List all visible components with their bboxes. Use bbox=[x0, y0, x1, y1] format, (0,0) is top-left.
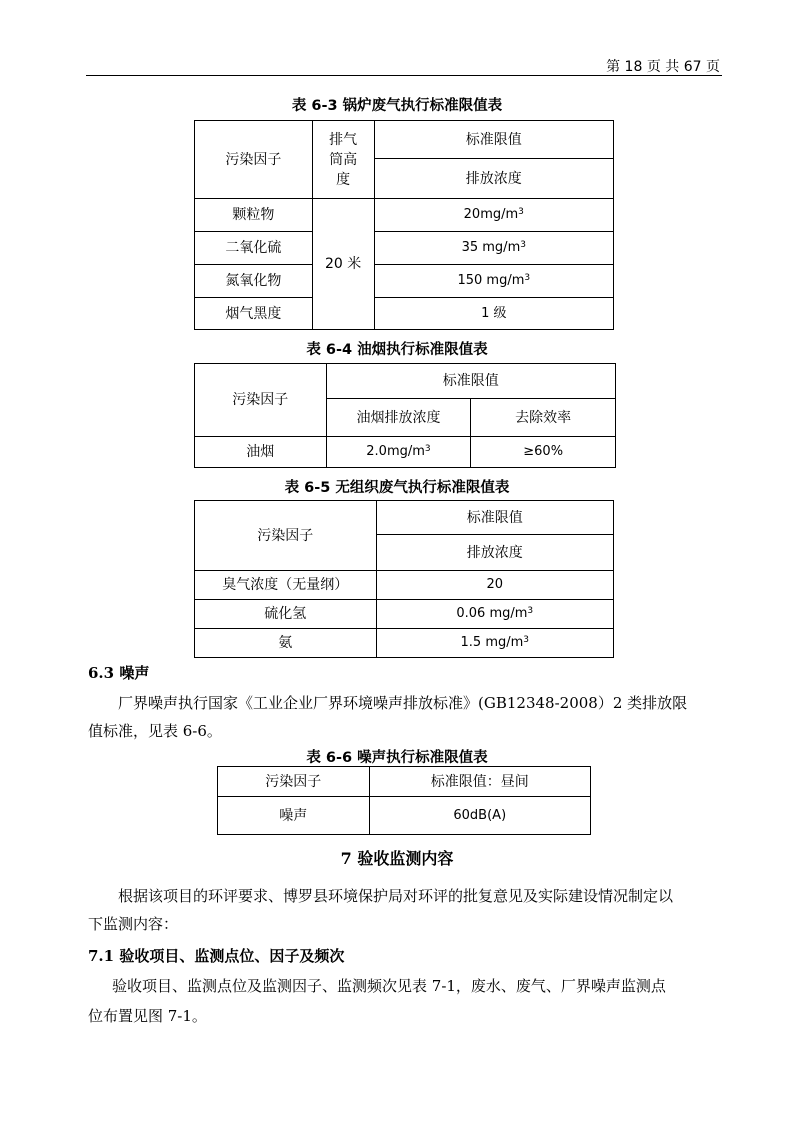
section-6-3-para-line1: 厂界噪声执行国家《工业企业厂界环境噪声排放标准》(GB12348-2008）2 类排放限 bbox=[118, 694, 688, 712]
row-factor: 氨 bbox=[195, 629, 377, 658]
col-header-limit: 标准限值 bbox=[326, 364, 615, 399]
col-header-height: 排气筒高度 bbox=[312, 121, 374, 199]
col-header-conc: 油烟排放浓度 bbox=[326, 399, 471, 437]
row-value: 35 $mg/m^3$ bbox=[374, 232, 613, 265]
col-header-factor: 污染因子 bbox=[195, 121, 313, 199]
section-6-3-title: 6.3 噪声 bbox=[88, 664, 150, 682]
chapter-7-title: 7 验收监测内容 bbox=[340, 849, 454, 868]
row-conc: $2.0mg/m^3$ bbox=[326, 437, 471, 468]
row-value: 150 $mg/m^3$ bbox=[374, 265, 613, 298]
section-7-1-title: 7.1 验收项目、监测点位、因子及频次 bbox=[88, 947, 345, 965]
section-7-1-para-line1: 验收项目、监测点位及监测因子、监测频次见表 7-1，废水、废气、厂界噪声监测点 bbox=[112, 977, 666, 995]
col-header-factor: 污染因子 bbox=[218, 767, 370, 797]
table-6-6-caption: 表 6-6 噪声执行标准限值表 bbox=[306, 750, 488, 766]
row-efficiency: ≥60% bbox=[471, 437, 616, 468]
col-header-limit: 标准限值：昼间 bbox=[369, 767, 590, 797]
table-6-5 bbox=[194, 500, 614, 658]
row-value: 1 级 bbox=[374, 298, 613, 330]
col-header-conc: 排放浓度 bbox=[374, 159, 613, 199]
table-6-3-caption: 表 6-3 锅炉废气执行标准限值表 bbox=[291, 98, 503, 114]
col-header-factor: 污染因子 bbox=[195, 364, 327, 437]
col-header-efficiency: 去除效率 bbox=[471, 399, 616, 437]
row-value: 60dB(A) bbox=[369, 797, 590, 835]
table-6-4 bbox=[194, 363, 616, 468]
chapter-7-para-line2: 下监测内容： bbox=[88, 915, 179, 933]
row-value: 0.06 $mg/m^3$ bbox=[376, 600, 613, 629]
row-factor: 氮氧化物 bbox=[195, 265, 313, 298]
row-factor: 臭气浓度（无量纲） bbox=[195, 571, 377, 600]
col-header-conc: 排放浓度 bbox=[376, 535, 613, 571]
section-7-1-para-line2: 位布置见图 7-1。 bbox=[88, 1007, 207, 1025]
row-factor: 油烟 bbox=[195, 437, 327, 468]
table-6-4-caption: 表 6-4 油烟执行标准限值表 bbox=[306, 342, 488, 358]
header-divider bbox=[86, 75, 722, 76]
row-value: 20 bbox=[376, 571, 613, 600]
col-header-limit: 标准限值 bbox=[376, 501, 613, 535]
row-factor: 噪声 bbox=[218, 797, 370, 835]
table-6-6 bbox=[217, 766, 591, 835]
table-6-3 bbox=[194, 120, 614, 330]
row-factor: 二氧化硫 bbox=[195, 232, 313, 265]
table-6-5-caption: 表 6-5 无组织废气执行标准限值表 bbox=[284, 480, 510, 496]
height-value: 20 米 bbox=[312, 199, 374, 330]
row-factor: 颗粒物 bbox=[195, 199, 313, 232]
row-value: $20mg/m^3$ bbox=[374, 199, 613, 232]
section-6-3-para-line2: 值标准，见表 6-6。 bbox=[88, 722, 222, 740]
row-value: 1.5 $mg/m^3$ bbox=[376, 629, 613, 658]
chapter-7-para-line1: 根据该项目的环评要求、博罗县环境保护局对环评的批复意见及实际建设情况制定以 bbox=[118, 887, 674, 905]
page-number: 第 18 页 共 67 页 bbox=[606, 59, 720, 75]
row-factor: 烟气黑度 bbox=[195, 298, 313, 330]
col-header-limit: 标准限值 bbox=[374, 121, 613, 159]
row-factor: 硫化氢 bbox=[195, 600, 377, 629]
col-header-factor: 污染因子 bbox=[195, 501, 377, 571]
